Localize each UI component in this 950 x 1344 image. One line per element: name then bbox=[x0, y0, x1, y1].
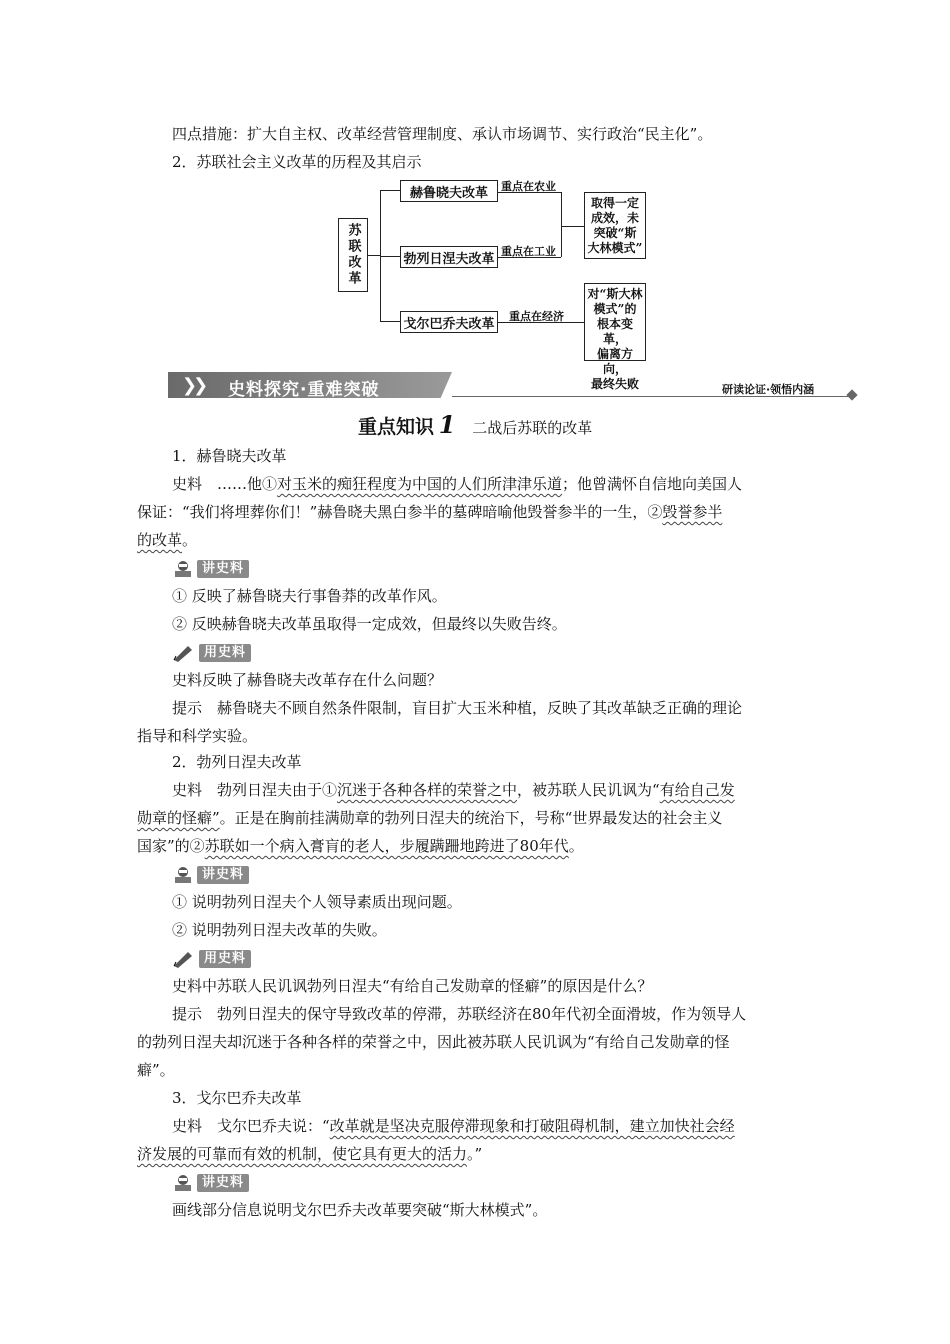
s3-title: 3．戈尔巴乔夫改革 bbox=[172, 1089, 302, 1107]
s3-source-line2: 济发展的可靠而有效的机制，使它具有更大的活力。” bbox=[137, 1145, 483, 1163]
s2-title: 2．勃列日涅夫改革 bbox=[172, 753, 302, 771]
s3-point1: 画线部分信息说明戈尔巴乔夫改革要突破“斯大林模式”。 bbox=[172, 1201, 548, 1219]
diagram-focus-3: 重点在经济 bbox=[509, 310, 564, 323]
pen-icon bbox=[172, 950, 196, 968]
diamond-icon bbox=[846, 389, 857, 400]
s1-point2: ② 反映赫鲁晓夫改革虽取得一定成效，但最终以失败告终。 bbox=[172, 615, 567, 633]
jiang-badge: 讲史料 bbox=[172, 559, 249, 579]
s1-point1: ① 反映了赫鲁晓夫行事鲁莽的改革作风。 bbox=[172, 587, 447, 605]
item-2-heading: 2．苏联社会主义改革的历程及其启示 bbox=[172, 153, 422, 171]
s2-answer-line1: 提示 勃列日涅夫的保守导致改革的停滞，苏联经济在80年代初全面滑坡，作为领导人 bbox=[172, 1005, 747, 1023]
yong-badge: 用史料 bbox=[172, 643, 251, 663]
pen-icon bbox=[172, 644, 196, 662]
diagram-focus-1: 重点在农业 bbox=[501, 180, 556, 193]
jiang-badge-3: 讲史料 bbox=[172, 1173, 249, 1193]
diagram-node-gorbachev: 戈尔巴乔夫改革 bbox=[400, 311, 498, 333]
diagram-focus-2: 重点在工业 bbox=[501, 245, 556, 258]
s2-source-line3: 国家”的②苏联如一个病入膏肓的老人，步履蹒跚地跨进了80年代。 bbox=[137, 837, 584, 855]
s1-source-line3: 的改革。 bbox=[137, 531, 198, 549]
s2-source-line2: 勋章的怪癖”。正是在胸前挂满勋章的勃列日涅夫的统治下，号称“世界最发达的社会主义 bbox=[137, 809, 723, 827]
measures-text: 四点措施：扩大自主权、改革经营管理制度、承认市场调节、实行政治“民主化”。 bbox=[172, 125, 713, 143]
diagram-node-brezhnev: 勃列日涅夫改革 bbox=[400, 246, 498, 268]
section-banner bbox=[168, 372, 868, 400]
s1-source-line1: 史料 ……他①对玉米的痴狂程度为中国的人们所津津乐道；他曾满怀自信地向美国人 bbox=[172, 475, 743, 493]
reader-icon bbox=[172, 866, 194, 884]
s2-point1: ① 说明勃列日涅夫个人领导素质出现问题。 bbox=[172, 893, 462, 911]
s1-source-line2: 保证：“我们将埋葬你们！”赫鲁晓夫黑白参半的墓碑暗喻他毁誉参半的一生，②毁誉参半 bbox=[137, 503, 723, 521]
s3-source-line1: 史料 戈尔巴乔夫说：“改革就是坚决克服停滞现象和打破阻碍机制，建立加快社会经 bbox=[172, 1117, 735, 1135]
s1-answer-line2: 指导和科学实验。 bbox=[137, 727, 258, 745]
s2-point2: ② 说明勃列日涅夫改革的失败。 bbox=[172, 921, 387, 939]
banner-right: 研读论证·领悟内涵 bbox=[722, 383, 815, 396]
diagram-result-1: 取得一定 成效，未 突破“斯 大林模式” bbox=[584, 192, 646, 259]
s1-question: 史料反映了赫鲁晓夫改革存在什么问题？ bbox=[172, 671, 443, 689]
s2-question: 史料中苏联人民讥讽勃列日涅夫“有给自己发勋章的怪癖”的原因是什么？ bbox=[172, 977, 653, 995]
s2-answer-line3: 癖”。 bbox=[137, 1061, 175, 1079]
diagram-result-2: 对“斯大林 模式”的 根本变革， 偏离方向， 最终失败 bbox=[584, 283, 646, 361]
yong-badge-2: 用史料 bbox=[172, 949, 251, 969]
s1-title: 1．赫鲁晓夫改革 bbox=[172, 447, 287, 465]
chevron-icon: ❯❯ bbox=[182, 375, 205, 396]
banner-title: 史料探究·重难突破 bbox=[228, 380, 380, 400]
s2-source-line1: 史料 勃列日涅夫由于①沉迷于各种各样的荣誉之中，被苏联人民讥讽为“有给自己发 bbox=[172, 781, 735, 799]
diagram-root: 苏联改革 bbox=[338, 218, 368, 292]
diagram-node-khrushchev: 赫鲁晓夫改革 bbox=[400, 180, 498, 202]
key-point-heading: 重点知识 1 二战后苏联的改革 bbox=[358, 410, 593, 439]
s1-answer-line1: 提示 赫鲁晓夫不顾自然条件限制，盲目扩大玉米种植，反映了其改革缺乏正确的理论 bbox=[172, 699, 743, 717]
s2-answer-line2: 的勃列日涅夫却沉迷于各种各样的荣誉之中，因此被苏联人民讥讽为“有给自己发勋章的怪 bbox=[137, 1033, 730, 1051]
reader-icon bbox=[172, 560, 194, 578]
reader-icon bbox=[172, 1174, 194, 1192]
jiang-badge-2: 讲史料 bbox=[172, 865, 249, 885]
